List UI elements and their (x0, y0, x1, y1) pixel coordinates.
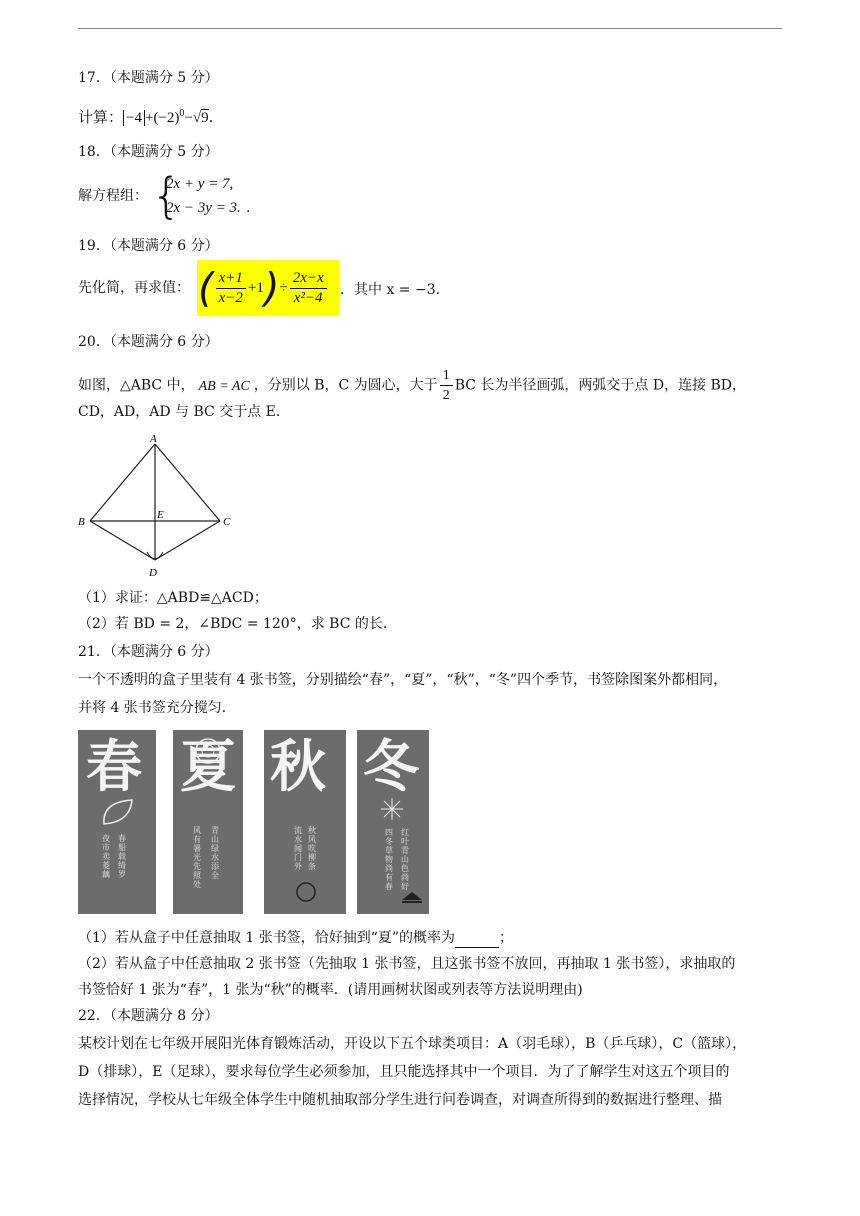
segment-AC (155, 444, 220, 521)
q22-line2: D（排球），E（足球），要求每位学生必须参加，且只能选择其中一个项目．为了了解学生对这五个项目的 (78, 1064, 730, 1080)
q19-plus1: +1 (247, 280, 264, 296)
bookmark-char: 冬 (363, 735, 419, 800)
bookmark-winter (357, 730, 429, 914)
q18-end: . (246, 200, 251, 216)
q17-exp: 0 (179, 108, 185, 119)
answer-blank[interactable] (455, 933, 499, 948)
segment-CD (155, 521, 220, 560)
q21-sub2-line2: 书签恰好 1 张为“春”，1 张为“秋”的概率．(请用画树状图或列表等方法说明理由) (78, 982, 583, 998)
q19-frac1-num: x+1 (216, 269, 246, 289)
system-brace: { (151, 168, 182, 224)
q21-line2: 并将 4 张书签充分搅匀． (78, 700, 236, 716)
q17-radicand: 9 (201, 110, 209, 126)
q22-header: 22．（本题满分 8 分） (78, 1008, 219, 1024)
q19-expression: ( $\frac{x+1}{x-2}$ +1)÷ $\frac{2x-x}{\text{x²−4}}$ (198, 262, 329, 314)
bookmark-spring (78, 730, 156, 914)
bookmark-poem: 四冬草物尚有春 (385, 828, 393, 891)
q22-line3: 选择情况，学校从七年级全体学生中随机抽取部分学生进行问卷调查，对调查所得到的数据进行整理、描 (78, 1092, 722, 1108)
seal-icon (294, 880, 318, 904)
q19-frac2-den: x²−4 (293, 290, 323, 307)
q17-base: (−2) (153, 110, 180, 126)
bookmark-poem: 流水闻门外 (294, 826, 302, 871)
bookmark-poem: 秋风吹柳条 (308, 826, 316, 871)
q19-suffix: ．其中 x = −3． (340, 282, 450, 298)
rose-icon (191, 736, 225, 766)
q17-end: . (208, 108, 214, 126)
bookmark-summer (173, 730, 243, 914)
q21-header: 21．（本题满分 6 分） (78, 644, 219, 660)
q20-sub2: （2）若 BD = 2，∠BDC = 120°，求 BC 的长． (78, 616, 397, 632)
q20-sub1: （1）求证：△ABD≌△ACD； (78, 590, 268, 606)
bookmark-autumn (264, 730, 346, 914)
q19-frac2-num: 2x−x (290, 269, 327, 289)
label-D: D (149, 567, 157, 579)
bookmark-char: 秋 (270, 735, 326, 800)
q19-frac1-den: x−2 (218, 290, 243, 307)
q18-prefix: 解方程组： (78, 188, 148, 204)
bookmark-char: 夏 (180, 735, 236, 800)
header-rule (78, 28, 782, 29)
q17-abs: −4 (123, 110, 145, 126)
q21-sub1-end: ； (499, 930, 514, 946)
bookmark-poem: 红叶青山色尚好 (401, 828, 409, 891)
q22-line1: 某校计划在七年级开展阳光体育锻炼活动，开设以下五个球类项目：A（羽毛球），B（乒乓球），C（篮球）， (78, 1036, 747, 1052)
q20-line1-b: AB = AC (198, 378, 250, 394)
q17-minus: − (184, 110, 193, 126)
q17-header: 17．（本题满分 5 分） (78, 70, 219, 86)
segment-AB (90, 444, 155, 521)
bookmark-poem: 风有暑光先照处 (193, 826, 201, 889)
q20-line1-c: ，分别以 B，C 为圆心，大于 (253, 377, 438, 394)
pavilion-icon (401, 890, 423, 904)
q19-prefix: 先化简，再求值： (78, 280, 190, 296)
q20-line1-d: BC 长为半径画弧，两弧交于点 D，连接 BD， (454, 377, 747, 394)
q19-header: 19．（本题满分 6 分） (78, 238, 219, 254)
label-A: A (150, 433, 157, 445)
q17-problem: 计算： $-4 +(-2)^0-√9$. (78, 108, 214, 126)
bookmark-char: 春 (86, 735, 142, 800)
q17-prefix: 计算： (78, 108, 124, 126)
q18-eq2: 2x − 3y = 3. (166, 200, 241, 216)
snowflake-icon (377, 796, 407, 822)
q20-header: 20．（本题满分 6 分） (78, 334, 219, 350)
q20-line2: CD，AD，AD 与 BC 交于点 E． (78, 404, 290, 420)
q18-eq1: 2x + y = 7, (166, 176, 234, 192)
q21-sub1-text: （1）若从盒子中任意抽取 1 张书签，恰好抽到“夏”的概率为 (78, 930, 456, 946)
bookmark-image (78, 730, 432, 914)
q21-sub2-line1: （2）若从盒子中任意抽取 2 张书签（先抽取 1 张书签，且这张书签不放回，再抽取 1 张书签），求抽取的 (78, 956, 736, 972)
q20-half-num: 1 (440, 366, 453, 386)
q20-half-den: 2 (442, 388, 450, 403)
q21-sub1 (78, 928, 513, 948)
bookmark-poem: 青山绿水添全 (211, 826, 219, 880)
q19-div: ÷ (279, 280, 288, 296)
label-E: E (157, 509, 164, 521)
segment-BD (90, 521, 155, 560)
label-C: C (223, 516, 231, 528)
bookmark-poem: 夜市卖菱藕 (102, 834, 110, 879)
q18-header: 18．（本题满分 5 分） (78, 144, 219, 160)
q21-line1: 一个不透明的盒子里装有 4 张书签，分别描绘“春”，“夏”，“秋”，“冬”四个季节，书签除图案外都相同， (78, 672, 728, 688)
triangle-figure (78, 430, 240, 582)
q20-line1-a: 如图，△ABC 中， (78, 377, 195, 394)
label-B: B (78, 516, 85, 528)
bookmark-poem: 春船载绮罗 (118, 834, 126, 879)
q20-line1 (78, 366, 746, 405)
leaf-icon (100, 796, 136, 828)
